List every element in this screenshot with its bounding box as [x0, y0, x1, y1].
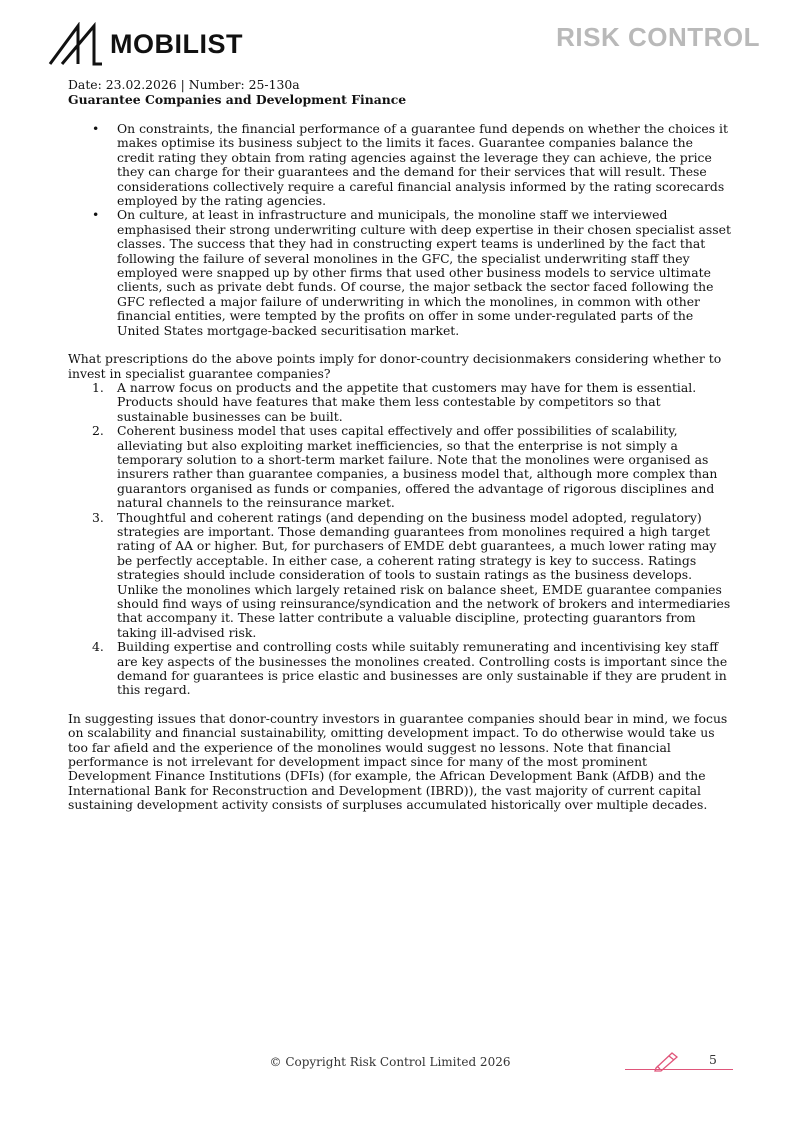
mobilist-logo-mark-icon [48, 22, 104, 66]
bullet-item: • On culture, at least in infrastructure and municipals, the monoline staff we interviewed emphasised their strong underwriting culture with deep expertise in their chosen specialist asset classes. The success that they had in constructing expert teams is underlined by the fact that following the failure of several monolines in the GFC, the specialist underwriting staff they employed were snapped up by other firms that used other business models to service ultimate clients, such as private debt funds. Of course, the major setback the sector faced following the GFC reflected a major failure of underwriting in which the monolines, in common with other financial entities, were tempted by the profits on offer in some under-regulated parts of the United States mortgage-backed securitisation market. [117, 208, 732, 338]
bullet-list [68, 122, 732, 338]
question-paragraph: What prescriptions do the above points imply for donor-country decisionmakers considering whether to invest in specialist guarantee companies? [68, 351, 722, 381]
numbered-item [92, 423, 732, 511]
document-title: Guarantee Companies and Development Finance [68, 92, 407, 107]
logo-text: MOBILIST [110, 28, 243, 59]
item-number: 3. [92, 509, 104, 525]
risk-control-brand: RISK CONTROL [556, 22, 760, 52]
numbered-list [68, 381, 732, 698]
bullet-item: • On constraints, the financial performance of a guarantee fund depends on whether the choices it makes optimise its business subject to the limits it faces. Guarantee companies balance the credit rating they obtain from rating agencies against the leverage they can achieve, the price they can charge for their guarantees and the demand for their services that will result. These considerations collectively require a careful financial analysis informed by the rating scorecards employed by the rating agencies. [117, 122, 732, 208]
numbered-item [92, 379, 732, 424]
page-body [68, 122, 732, 813]
page-number: 5 [709, 1052, 717, 1067]
item-text: Building expertise and controlling costs while suitably remunerating and incentivising key staff are key aspects of the businesses the monolines created. Controlling costs is important since the demand for guarantees is price elastic and businesses are only sustainable if they are prudent in this regard. [117, 639, 728, 698]
page-footer [0, 1050, 800, 1090]
footer-divider [625, 1069, 733, 1070]
page-header [0, 0, 800, 110]
date-number-line: Date: 23.02.2026 | Number: 25-130a [68, 77, 300, 92]
item-number: 4. [92, 639, 104, 655]
closing-paragraph: In suggesting issues that donor-country investors in guarantee companies should bear in mind, we focus on scalability and financial sustainability, omitting development impact. To do otherwise would take us too far afield and the experience of the monolines would suggest no lessons. Note that financial performance is not irrelevant for development impact since for many of the most prominent Development Finance Institutions (DFIs) (for example, the African Development Bank (AfDB) and the International Bank for Reconstruction and Development (IBRD)), the vast majority of current capital sustaining development activity consists of surpluses accumulated historically over multiple decades. [68, 710, 728, 813]
item-text: Coherent business model that uses capital effectively and offer possibilities of scalability, alleviating but also exploiting market inefficiencies, so that the enterprise is not simply a temporary solution to a short-term market failure. Note that the monolines were organised as insurers rather than guarantee companies, a business model that, although more complex than guarantors organised as funds or companies, offered the advantage of rigorous disciplines and natural channels to the reinsurance market. [117, 423, 718, 511]
mobilist-logo [48, 22, 243, 66]
document-meta [68, 77, 406, 107]
item-text: Thoughtful and coherent ratings (and depending on the business model adopted, regulatory) strategies are important. Those demanding guarantees from monolines required a high target rating of AA or higher. But, for purchasers of EMDE debt guarantees, a much lower rating may be perfectly acceptable. In either case, a coherent rating strategy is key to success. Ratings strategies should include consideration of tools to sustain ratings as the business develops. Unlike the monolines which largely retained risk on balance sheet, EMDE guarantee companies should find ways of using reinsurance/syndication and the network of brokers and intermediaries that accompany it. These latter contribute a valuable discipline, protecting guarantors from taking ill-advised risk. [117, 509, 731, 640]
item-number: 2. [92, 423, 104, 439]
item-text: A narrow focus on products and the appetite that customers may have for them is essential. Products should have features that make them less contestable by competitors so that sustainable businesses can be built. [117, 379, 697, 424]
item-number: 1. [92, 379, 104, 395]
numbered-item [92, 639, 732, 698]
numbered-item [92, 509, 732, 641]
copyright-text: © Copyright Risk Control Limited 2026 [269, 1055, 511, 1069]
